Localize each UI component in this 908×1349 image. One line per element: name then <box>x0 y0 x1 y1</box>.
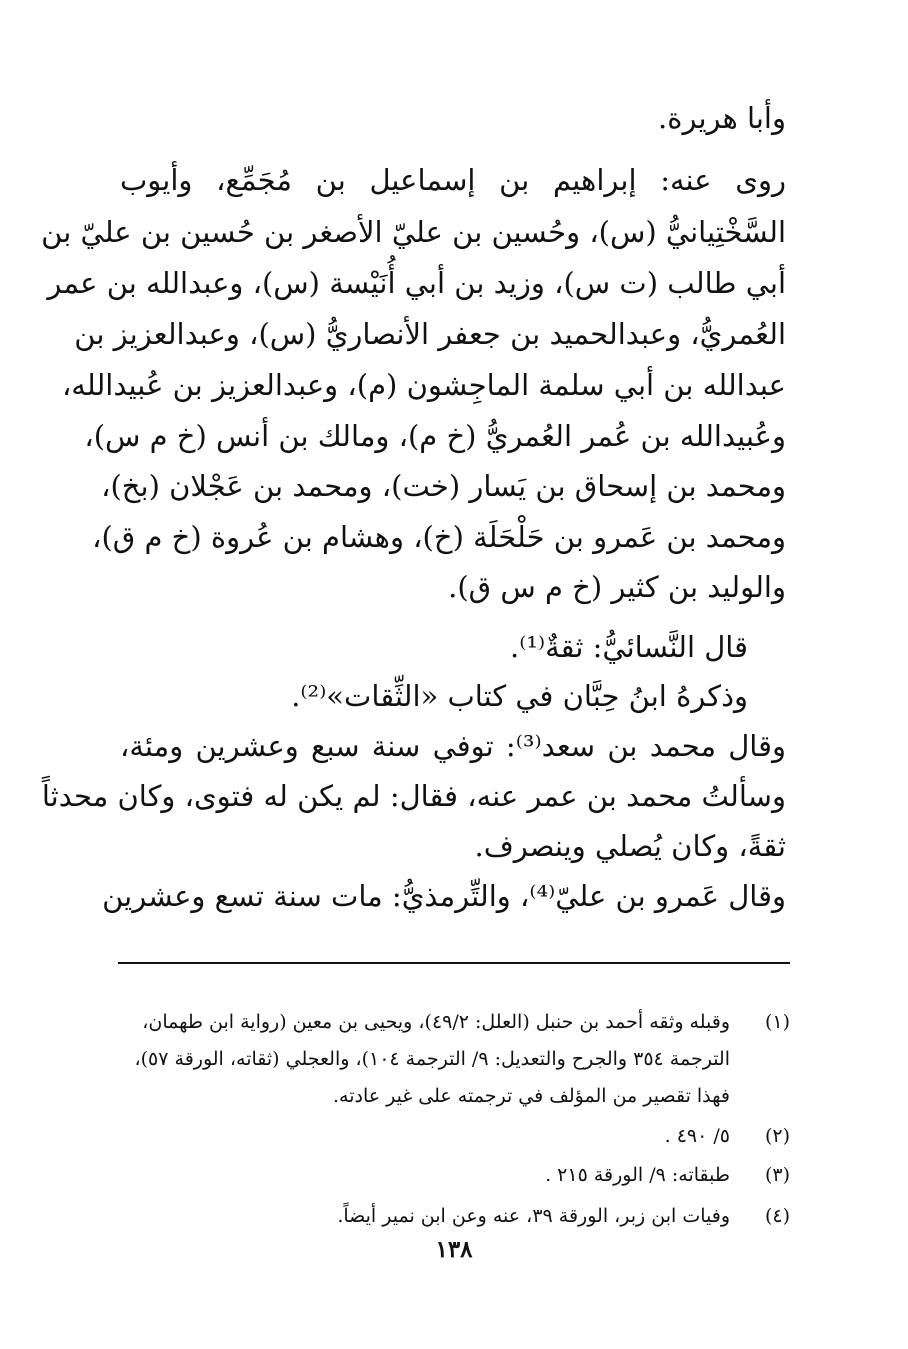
body-line-3: السَّخْتِيانيُّ (س)، وحُسين بن عليّ الأصغر بن حُسين بن عليّ بن <box>41 215 786 249</box>
body-line-15: ثقةً، وكان يُصلي وينصرف. <box>474 829 786 863</box>
body-line-9: ومحمد بن عَمرو بن حَلْحَلَة (خ)، وهشام بن عُروة (خ م ق)، <box>92 520 786 554</box>
body-line-7: وعُبيدالله بن عُمر العُمريُّ (خ م)، ومالك بن أنس (خ م س)، <box>84 419 786 453</box>
footnote-1-line-2: الترجمة ٣٥٤ والجرح والتعديل: ٩/ الترجمة ١٠٤)، والعجلي (ثقاته، الورقة ٥٧)، <box>134 1048 730 1070</box>
body-line-1: وأبا هريرة. <box>658 101 786 135</box>
footnote-4-number: (٤) <box>764 1205 790 1227</box>
footnote-3-text: طبقاته: ٩/ الورقة ٢١٥ . <box>545 1164 730 1186</box>
footnote-3-number: (٣) <box>764 1164 790 1186</box>
body-line-6: عبدالله بن أبي سلمة الماجِشون (م)، وعبدالعزيز بن عُبيدالله، <box>61 368 786 402</box>
footnote-3 <box>118 1161 790 1189</box>
footnote-separator <box>118 962 790 964</box>
body-line-2: روى عنه: إبراهيم بن إسماعيل بن مُجَمِّع، وأيوب <box>120 163 786 197</box>
footnote-1 <box>118 1008 790 1036</box>
page-number: ١٣٨ <box>435 1236 473 1263</box>
footnote-1-line-3: فهذا تقصير من المؤلف في ترجمته على غير عادته. <box>332 1085 730 1107</box>
body-line-13: وقال محمد بن سعد⁽³⁾: توفي سنة سبع وعشرين ومئة، <box>120 729 787 763</box>
footnote-4 <box>118 1202 790 1230</box>
footnote-2 <box>118 1122 790 1150</box>
body-line-8: ومحمد بن إسحاق بن يَسار (خت)، ومحمد بن عَجْلان (بخ)، <box>101 469 786 503</box>
body-line-14: وسألتُ محمد بن عمر عنه، فقال: لم يكن له فتوى، وكان محدثاً <box>41 779 786 813</box>
body-line-11: قال النَّسائيُّ: ثقةٌ⁽¹⁾. <box>510 630 748 664</box>
footnote-1-line-1: وقبله وثقه أحمد بن حنبل (العلل: ٤٩/٢)، ويحيى بن معين (رواية ابن طهمان، <box>142 1011 730 1033</box>
body-line-12: وذكرهُ ابنُ حِبَّان في كتاب «الثِّقات»⁽²⁾. <box>291 679 748 713</box>
body-line-10: والوليد بن كثير (خ م س ق). <box>448 570 786 604</box>
footnote-4-text: وفيات ابن زبر، الورقة ٣٩، عنه وعن ابن نمير أيضاً. <box>337 1205 730 1227</box>
body-line-16: وقال عَمرو بن عليّ⁽⁴⁾، والتِّرمذيُّ: مات سنة تسع وعشرين <box>102 879 786 913</box>
body-line-5: العُمريُّ، وعبدالحميد بن جعفر الأنصاريُّ (س)، وعبدالعزيز بن <box>74 317 786 351</box>
footnote-2-text: ٥/ ٤٩٠ . <box>664 1125 730 1147</box>
footnote-1-number: (١) <box>764 1011 790 1033</box>
footnote-2-number: (٢) <box>764 1125 790 1147</box>
body-line-4: أبي طالب (ت س)، وزيد بن أبي أُنَيْسة (س)، وعبدالله بن عمر <box>47 266 786 300</box>
